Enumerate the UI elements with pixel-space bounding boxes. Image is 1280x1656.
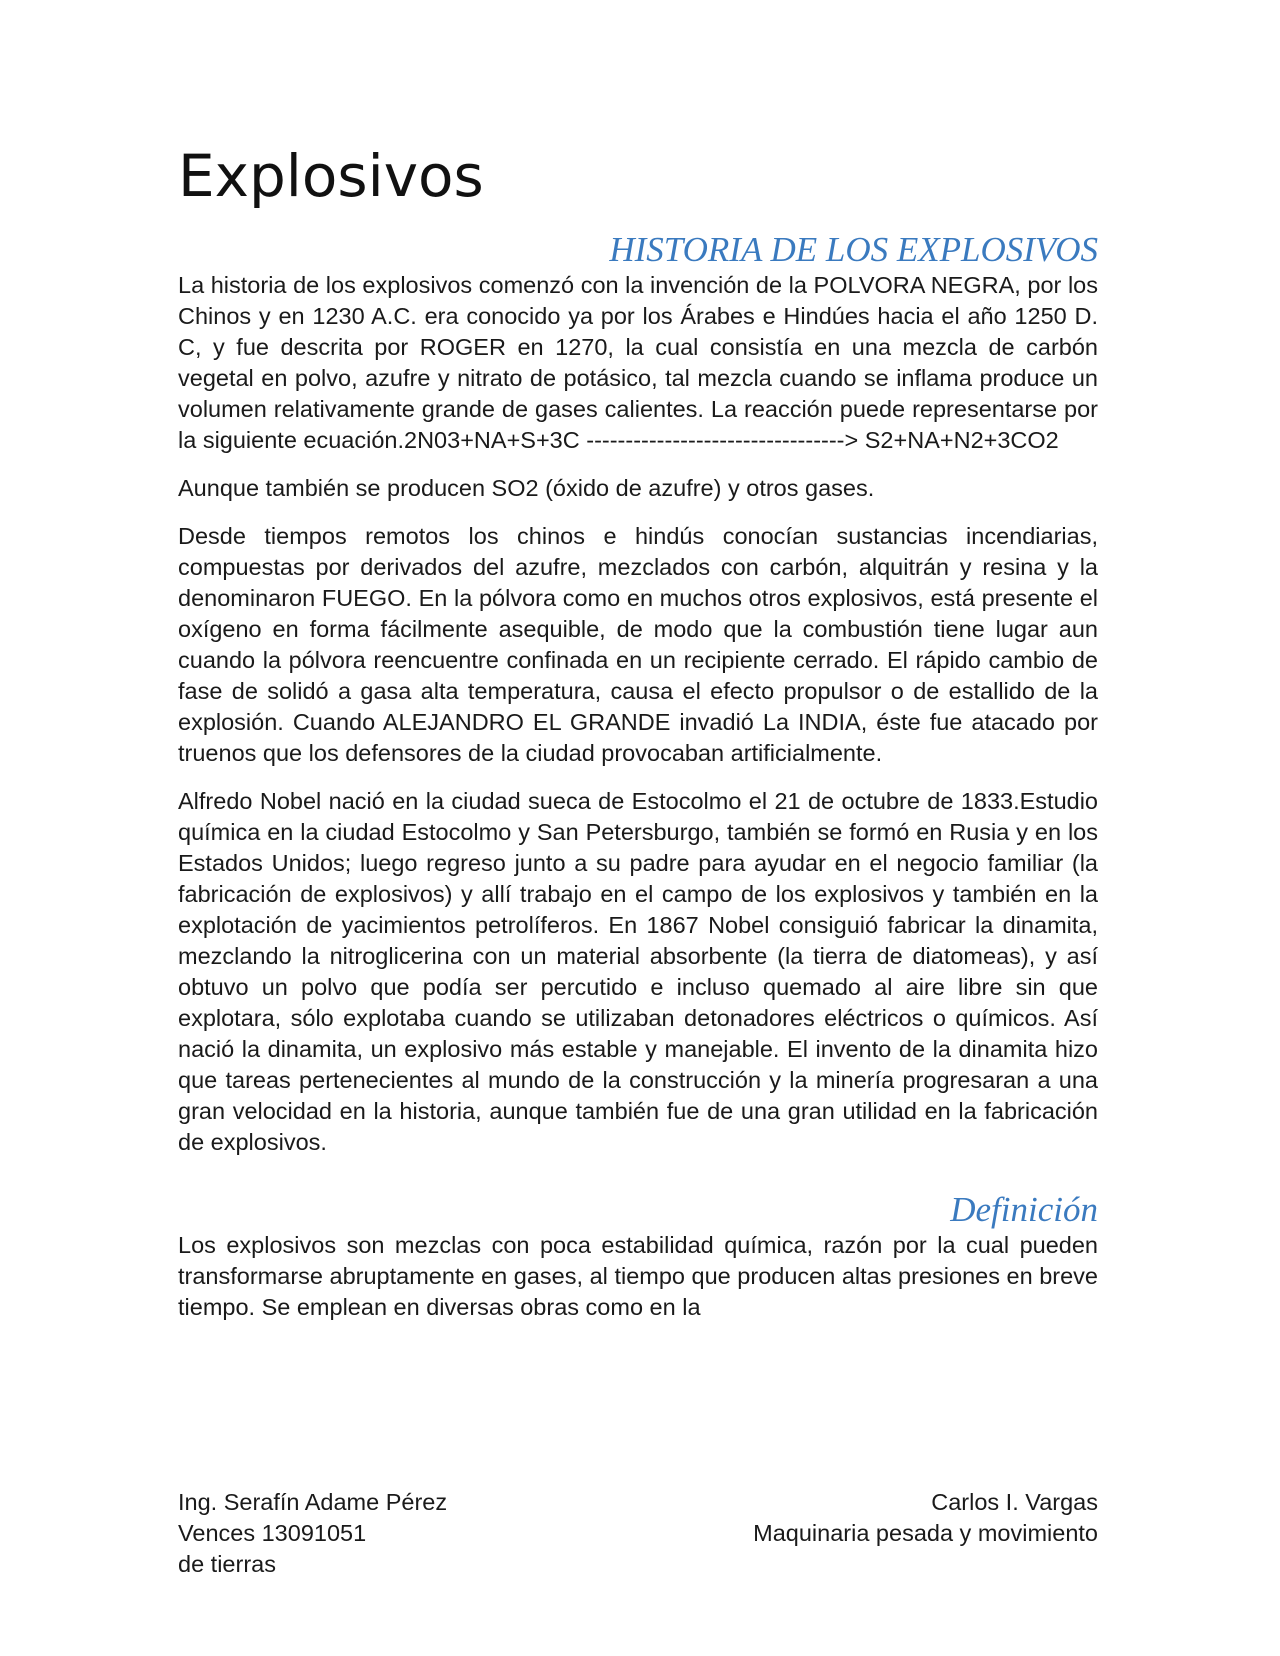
document-body (178, 140, 1098, 1323)
paragraph-history-intro: La historia de los explosivos comenzó con la invención de la POLVORA NEGRA, por los Chinos y en 1230 A.C. era conocido ya por los Árabes e Hindúes hacia el año 1250 D. C, y fue descrita por ROGER en 1270, la cual consistía en una mezcla de carbón vegetal en polvo, azufre y nitrato de potásico, tal mezcla cuando se inflama produce un volumen relativamente grande de gases calientes. La reacción puede representarse por la siguiente ecuación.2N03+NA+S+3C ---------------------------------> S2+NA+N2+3CO2 (178, 272, 1098, 453)
document-title: Explosivos (178, 142, 484, 210)
footer-instructor-block (618, 1487, 1098, 1549)
footer-author-id: Vences 13091051 (178, 1520, 367, 1546)
footer-instructor-name: Carlos I. Vargas (931, 1489, 1098, 1515)
section-heading-definition: Definición (950, 1190, 1098, 1229)
paragraph-ancient-origins: Desde tiempos remotos los chinos e hindús conocían sustancias incendiarias, compuestas por derivados del azufre, mezclados con carbón, alquitrán y resina y la denominaron FUEGO. En la pólvora como en muchos otros explosivos, está presente el oxígeno en forma fácilmente asequible, de modo que la combustión tiene lugar aun cuando la pólvora reencuentre confinada en un recipiente cerrado. El rápido cambio de fase de solidó a gasa alta temperatura, causa el efecto propulsor o de estallido de la explosión. Cuando ALEJANDRO EL GRANDE invadió La INDIA, éste fue atacado por truenos que los defensores de la ciudad provocaban artificialmente. (178, 523, 1098, 766)
paragraph-alfred-nobel: Alfredo Nobel nació en la ciudad sueca de Estocolmo el 21 de octubre de 1833.Estudio química en la ciudad Estocolmo y San Petersburgo, también se formó en Rusia y en los Estados Unidos; luego regreso junto a su padre para ayudar en el negocio familiar (la fabricación de explosivos) y allí trabajo en el campo de los explosivos y también en la explotación de yacimientos petrolíferos. En 1867 Nobel consiguió fabricar la dinamita, mezclando la nitroglicerina con un material absorbente (la tierra de diatomeas), y así obtuvo un polvo que podía ser percutido e incluso quemado al aire libre sin que explotara, sólo explotaba cuando se utilizaban detonadores eléctricos o químicos. Así nació la dinamita, un explosivo más estable y manejable. El invento de la dinamita hizo que tareas pertenecientes al mundo de la construcción y la minería progresaran a una gran velocidad en la historia, aunque también fue de una gran utilidad en la fabricación de explosivos. (178, 788, 1098, 1155)
footer-author-block (178, 1487, 598, 1580)
footer-author-name: Ing. Serafín Adame Pérez (178, 1489, 448, 1515)
paragraph-other-gases: Aunque también se producen SO2 (óxido de azufre) y otros gases. (178, 475, 875, 501)
footer-subject-continuation: de tierras (178, 1551, 276, 1577)
footer-subject: Maquinaria pesada y movimiento (753, 1520, 1098, 1546)
paragraph-definition: Los explosivos son mezclas con poca estabilidad química, razón por la cual pueden transformarse abruptamente en gases, al tiempo que producen altas presiones en breve tiempo. Se emplean en diversas obras como en la (178, 1232, 1098, 1320)
section-heading-history: HISTORIA DE LOS EXPLOSIVOS (609, 230, 1098, 269)
